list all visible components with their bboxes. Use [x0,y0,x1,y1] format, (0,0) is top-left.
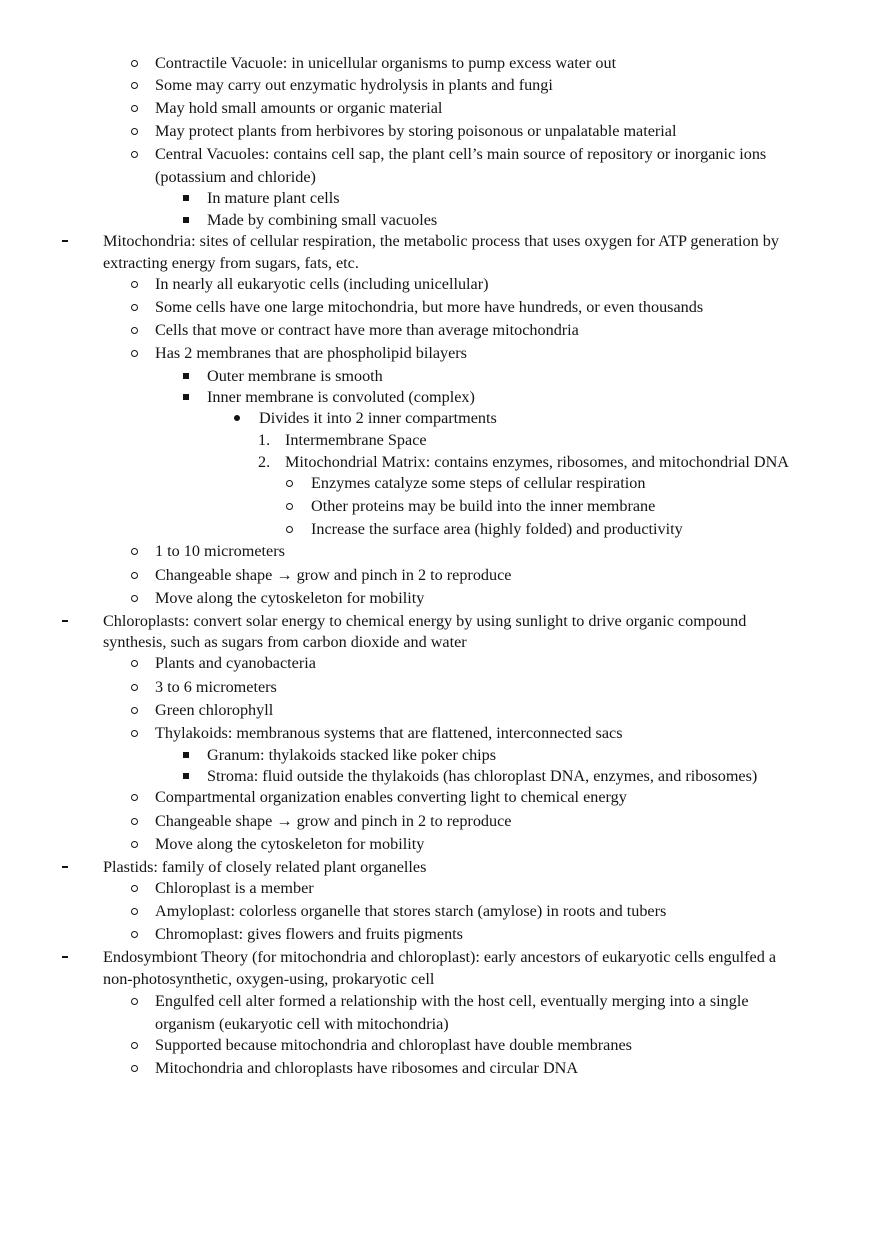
outline-line [0,187,880,210]
line-text: Chloroplasts: convert solar energy to chemical energy by using sunlight to drive organic compound [103,612,747,630]
line-text: Central Vacuoles: contains cell sap, the plant cell’s main source of repository or inorganic ions [155,145,767,163]
outline-line [0,495,880,518]
line-text: Intermembrane Space [285,431,427,449]
outline-line [0,1057,880,1080]
hollow-circle-bullet-icon [286,472,293,494]
line-text: Contractile Vacuole: in unicellular organisms to pump excess water out [155,54,617,72]
line-text: Move along the cytoskeleton for mobility [155,589,425,607]
outline-line [0,810,880,833]
hollow-circle-bullet-icon [131,143,138,165]
square-bullet-icon [183,744,189,766]
dash-bullet-icon [62,230,68,252]
line-text: (potassium and chloride) [155,168,316,186]
hollow-circle-bullet-icon [131,342,138,364]
outline-line [0,587,880,610]
outline-line [0,407,880,430]
hollow-circle-bullet-icon [131,900,138,922]
hollow-circle-bullet-icon [131,74,138,96]
outline-line [0,365,880,388]
dot-bullet-icon [234,407,240,429]
line-text: non-photosynthetic, oxygen-using, prokaryotic cell [103,970,435,988]
outline-line [0,166,880,189]
line-text: Green chlorophyll [155,701,274,719]
hollow-circle-bullet-icon [131,1034,138,1056]
outline-line [0,143,880,166]
outline-line [0,319,880,342]
outline-line [0,451,880,474]
dash-bullet-icon [62,946,68,968]
line-text: organism (eukaryotic cell with mitochondria) [155,1015,449,1033]
line-text: synthesis, such as sugars from carbon dioxide and water [103,633,467,651]
line-text: Made by combining small vacuoles [207,211,438,229]
line-text: Supported because mitochondria and chloroplast have double membranes [155,1036,632,1054]
hollow-circle-bullet-icon [131,676,138,698]
line-text: Divides it into 2 inner compartments [259,409,497,427]
hollow-circle-bullet-icon [131,296,138,318]
list-number: 1. [258,431,271,449]
outline-line [0,472,880,495]
hollow-circle-bullet-icon [131,786,138,808]
list-number: 2. [258,453,271,471]
outline-line [0,722,880,745]
line-text: Endosymbiont Theory (for mitochondria and chloroplast): early ancestors of eukaryotic cells engulfed a [103,948,777,966]
square-bullet-icon [183,187,189,209]
outline-line [0,296,880,319]
hollow-circle-bullet-icon [131,273,138,295]
outline-line [0,230,880,253]
line-text: In mature plant cells [207,189,340,207]
line-text: Stroma: fluid outside the thylakoids (has chloroplast DNA, enzymes, and ribosomes) [207,767,758,785]
hollow-circle-bullet-icon [131,923,138,945]
hollow-circle-bullet-icon [131,990,138,1012]
outline-line [0,946,880,969]
outline-line [0,833,880,856]
line-text: Plants and cyanobacteria [155,654,316,672]
line-text: Some may carry out enzymatic hydrolysis in plants and fungi [155,76,553,94]
outline-line [0,900,880,923]
dash-bullet-icon [62,856,68,878]
square-bullet-icon [183,365,189,387]
hollow-circle-bullet-icon [286,518,293,540]
hollow-circle-bullet-icon [131,833,138,855]
outline-line [0,209,880,232]
outline-line [0,518,880,541]
line-text: Enzymes catalyze some steps of cellular respiration [311,474,646,492]
outline-line [0,386,880,409]
hollow-circle-bullet-icon [131,587,138,609]
outline-line [0,765,880,788]
outline-line [0,699,880,722]
hollow-circle-bullet-icon [131,564,138,586]
outline-line [0,540,880,563]
line-text: Other proteins may be build into the inner membrane [311,497,656,515]
line-text: Granum: thylakoids stacked like poker chips [207,746,497,764]
line-text: Some cells have one large mitochondria, but more have hundreds, or even thousands [155,298,704,316]
hollow-circle-bullet-icon [131,120,138,142]
outline-line [0,52,880,75]
line-text: 1 to 10 micrometers [155,542,285,560]
hollow-circle-bullet-icon [131,97,138,119]
outline-line [0,120,880,143]
hollow-circle-bullet-icon [131,1057,138,1079]
line-text: Has 2 membranes that are phospholipid bilayers [155,344,467,362]
line-text: Compartmental organization enables converting light to chemical energy [155,788,627,806]
line-text: Increase the surface area (highly folded) and productivity [311,520,683,538]
outline-line [0,1013,880,1036]
line-text: Mitochondria and chloroplasts have ribosomes and circular DNA [155,1059,579,1077]
hollow-circle-bullet-icon [131,652,138,674]
outline-line [0,990,880,1013]
outline-line [0,631,880,654]
line-text: Mitochondria: sites of cellular respiration, the metabolic process that uses oxygen for ATP generation by [103,232,779,250]
outline-line [0,923,880,946]
line-text: May protect plants from herbivores by storing poisonous or unpalatable material [155,122,677,140]
line-text: Outer membrane is smooth [207,367,383,385]
line-text: Inner membrane is convoluted (complex) [207,388,475,406]
outline-line [0,744,880,767]
line-text: extracting energy from sugars, fats, etc. [103,254,359,272]
outline-line [0,786,880,809]
hollow-circle-bullet-icon [286,495,293,517]
outline-line [0,877,880,900]
hollow-circle-bullet-icon [131,319,138,341]
line-text: Mitochondrial Matrix: contains enzymes, ribosomes, and mitochondrial DNA [285,453,789,471]
outline-line [0,610,880,633]
outline-line [0,856,880,879]
hollow-circle-bullet-icon [131,810,138,832]
line-text: May hold small amounts or organic material [155,99,443,117]
line-text: Changeable shape → grow and pinch in 2 to reproduce [155,566,512,584]
line-text: Chloroplast is a member [155,879,314,897]
line-text: Cells that move or contract have more than average mitochondria [155,321,579,339]
line-text: In nearly all eukaryotic cells (including unicellular) [155,275,489,293]
square-bullet-icon [183,386,189,408]
hollow-circle-bullet-icon [131,877,138,899]
hollow-circle-bullet-icon [131,52,138,74]
line-text: Move along the cytoskeleton for mobility [155,835,425,853]
hollow-circle-bullet-icon [131,540,138,562]
outline-line [0,252,880,275]
outline-line [0,968,880,991]
line-text: Thylakoids: membranous systems that are flattened, interconnected sacs [155,724,623,742]
outline-line [0,342,880,365]
outline-line [0,1034,880,1057]
square-bullet-icon [183,765,189,787]
line-text: Chromoplast: gives flowers and fruits pigments [155,925,463,943]
outline-line [0,429,880,452]
hollow-circle-bullet-icon [131,722,138,744]
outline-line [0,676,880,699]
outline-line [0,652,880,675]
square-bullet-icon [183,209,189,231]
line-text: Changeable shape → grow and pinch in 2 to reproduce [155,812,512,830]
line-text: Engulfed cell alter formed a relationship with the host cell, eventually merging into a single [155,992,749,1010]
line-text: 3 to 6 micrometers [155,678,277,696]
outline-line [0,564,880,587]
outline-line [0,97,880,120]
outline-line [0,74,880,97]
dash-bullet-icon [62,610,68,632]
hollow-circle-bullet-icon [131,699,138,721]
line-text: Amyloplast: colorless organelle that stores starch (amylose) in roots and tubers [155,902,667,920]
line-text: Plastids: family of closely related plant organelles [103,858,427,876]
outline-line [0,273,880,296]
